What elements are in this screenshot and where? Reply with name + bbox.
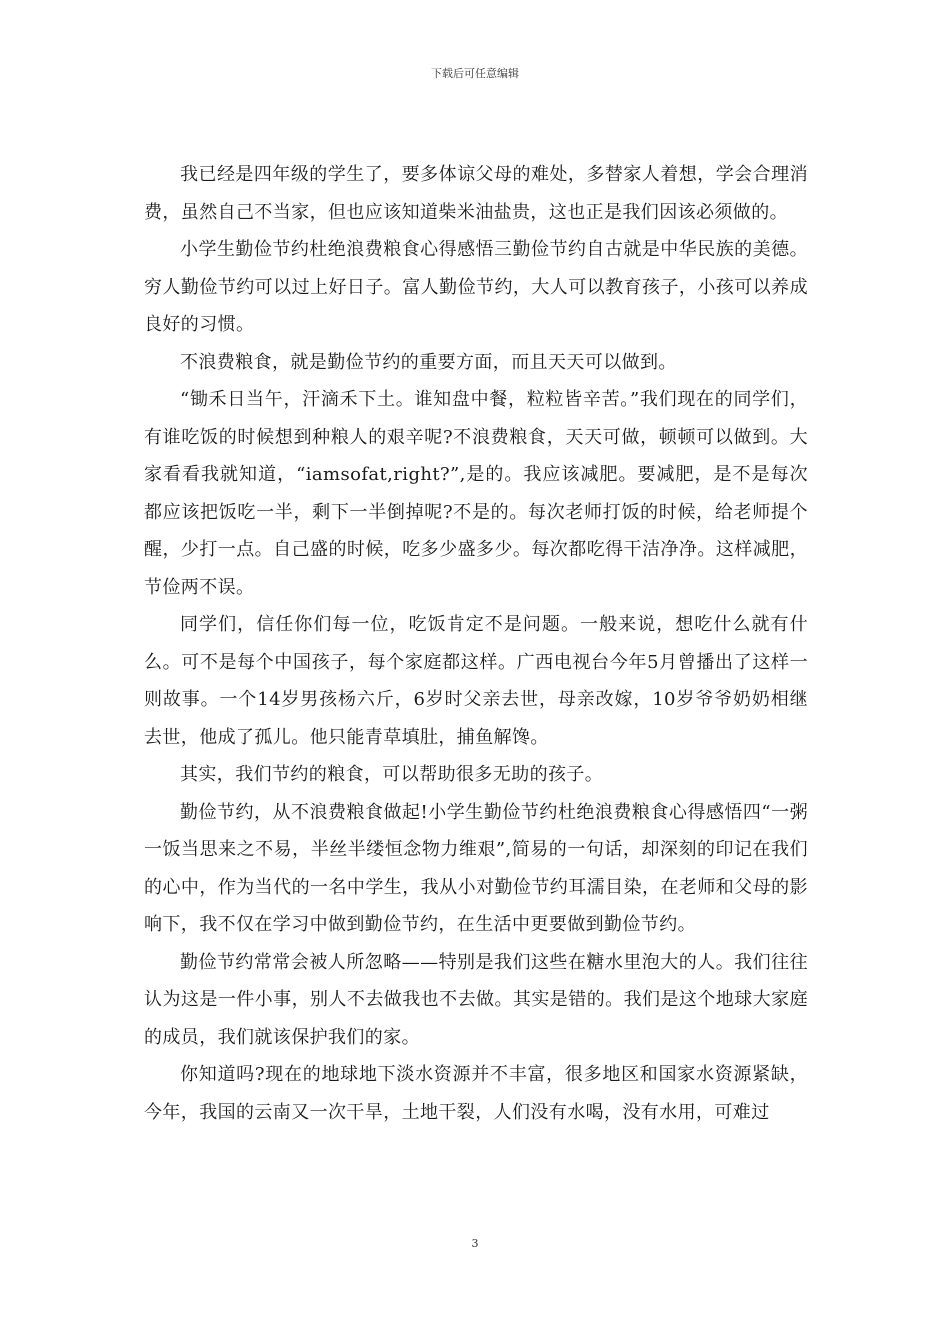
paragraph-8: 勤俭节约常常会被人所忽略——特别是我们这些在糖水里泡大的人。我们往往认为这是一件小事，别人不去做我也不去做。其实是错的。我们是这个地球大家庭的成员，我们就该保护我们的家。 xyxy=(144,951,808,1048)
paragraph-1: 我已经是四年级的学生了，要多体谅父母的难处，多替家人着想，学会合理消费，虽然自己不当家，但也应该知道柴米油盐贵，这也正是我们因该必须做的。 xyxy=(144,164,808,223)
page-header-note: 下载后可任意编辑 xyxy=(431,67,519,80)
paragraph-9: 你知道吗?现在的地球地下淡水资源并不丰富，很多地区和国家水资源紧缺，今年，我国的云南又一次干旱，土地干裂，人们没有水喝，没有水用，可难过 xyxy=(144,1064,808,1123)
page-number: 3 xyxy=(471,1237,479,1250)
paragraph-5: 同学们，信任你们每一位，吃饭肯定不是问题。一般来说，想吃什么就有什么。可不是每个中国孩子，每个家庭都这样。广西电视台今年5月曾播出了这样一则故事。一个14岁男孩杨六斤，6岁时父亲去世，母亲改嫁，10岁爷爷奶奶相继去世，他成了孤儿。他只能青草填肚，捕鱼解馋。 xyxy=(144,614,808,748)
paragraph-4: “锄禾日当午，汗滴禾下土。谁知盘中餐，粒粒皆辛苦。”我们现在的同学们，有谁吃饭的时候想到种粮人的艰辛呢?不浪费粮食，天天可做，顿顿可以做到。大家看看我就知道，“iamsofat,right?”,是的。我应该减肥。要减肥，是不是每次都应该把饭吃一半，剩下一半倒掉呢?不是的。每次老师打饭的时候，给老师提个醒，少打一点。自己盛的时候，吃多少盛多少。每次都吃得干洁净净。这样减肥，节俭两不误。 xyxy=(144,389,808,598)
paragraph-3: 不浪费粮食，就是勤俭节约的重要方面，而且天天可以做到。 xyxy=(180,351,677,373)
paragraph-7: 勤俭节约，从不浪费粮食做起!小学生勤俭节约杜绝浪费粮食心得感悟四“一粥一饭当思来之不易，半丝半缕恒念物力维艰”,简易的一句话，却深刻的印记在我们的心中，作为当代的一名中学生，我从小对勤俭节约耳濡目染，在老师和父母的影响下，我不仅在学习中做到勤俭节约，在生活中更要做到勤俭节约。 xyxy=(144,801,808,935)
paragraph-2: 小学生勤俭节约杜绝浪费粮食心得感悟三勤俭节约自古就是中华民族的美德。穷人勤俭节约可以过上好日子。富人勤俭节约，大人可以教育孩子，小孩可以养成良好的习惯。 xyxy=(144,239,808,335)
document-body xyxy=(144,156,808,1131)
paragraph-6: 其实，我们节约的粮食，可以帮助很多无助的孩子。 xyxy=(180,764,604,785)
